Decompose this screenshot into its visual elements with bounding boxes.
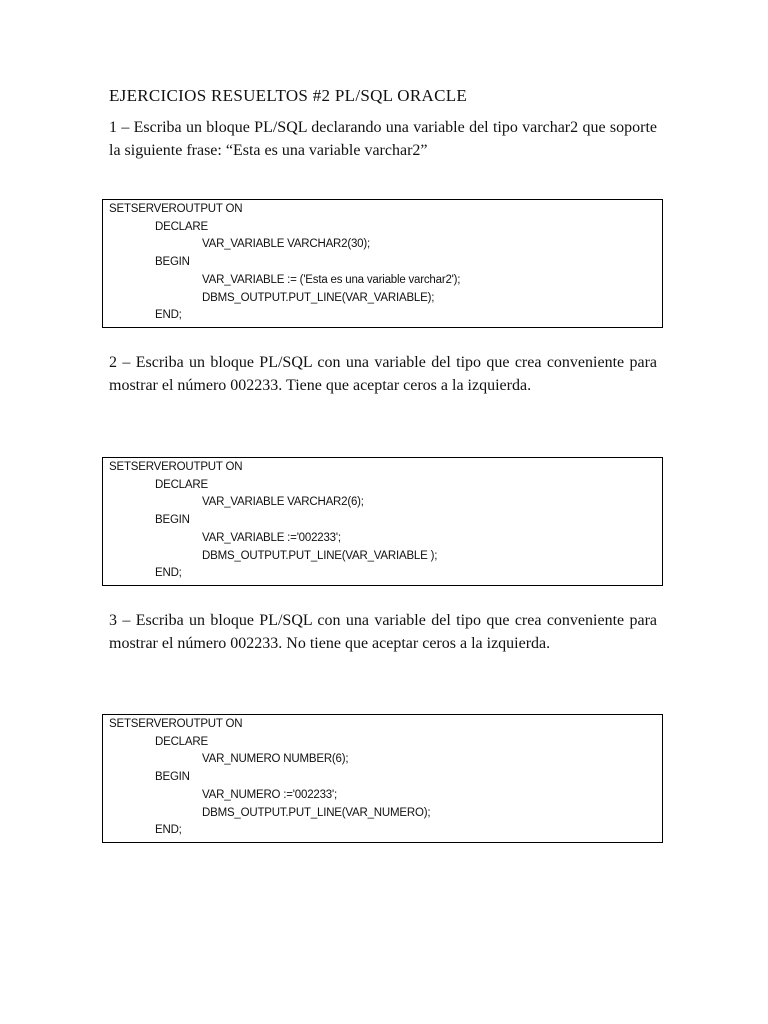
exercise-1-prompt: 1 – Escriba un bloque PL/SQL declarando una variable del tipo varchar2 que soporte la siguiente frase: “Esta es una variable varchar2” bbox=[109, 119, 657, 159]
code-line: DBMS_OUTPUT.PUT_LINE(VAR_NUMERO); bbox=[202, 806, 431, 819]
code-line: END; bbox=[155, 309, 182, 322]
code-line: VAR_NUMERO NUMBER(6); bbox=[202, 753, 349, 766]
exercise-3-prompt: 3 – Escriba un bloque PL/SQL con una variable del tipo que crea conveniente para mostrar el número 002233. No tiene que aceptar ceros a la izquierda. bbox=[109, 612, 657, 652]
code-line: DECLARE bbox=[155, 735, 208, 748]
code-line: END; bbox=[155, 567, 182, 580]
code-line: VAR_VARIABLE :='002233'; bbox=[202, 531, 341, 544]
code-line: VAR_VARIABLE := ('Esta es una variable varchar2'); bbox=[202, 273, 461, 286]
document-title: EJERCICIOS RESUELTOS #2 PL/SQL ORACLE bbox=[109, 86, 468, 105]
code-line: SETSERVEROUTPUT ON bbox=[109, 203, 243, 215]
code-line: SETSERVEROUTPUT ON bbox=[109, 461, 243, 473]
code-line: DECLARE bbox=[155, 478, 208, 491]
code-line: SETSERVEROUTPUT ON bbox=[109, 718, 243, 730]
code-line: BEGIN bbox=[155, 514, 190, 527]
code-line: DBMS_OUTPUT.PUT_LINE(VAR_VARIABLE ); bbox=[202, 549, 438, 562]
exercise-1-code-block bbox=[102, 199, 663, 328]
code-line: END; bbox=[155, 824, 182, 837]
code-line: BEGIN bbox=[155, 256, 190, 269]
code-line: VAR_VARIABLE VARCHAR2(30); bbox=[202, 238, 370, 251]
exercise-2-prompt: 2 – Escriba un bloque PL/SQL con una variable del tipo que crea conveniente para mostrar el número 002233. Tiene que aceptar ceros a la izquierda. bbox=[109, 354, 657, 394]
code-line: VAR_VARIABLE VARCHAR2(6); bbox=[202, 496, 364, 509]
exercise-2-code-block bbox=[102, 457, 663, 586]
code-line: DECLARE bbox=[155, 220, 208, 233]
exercise-3-code-block bbox=[102, 714, 663, 843]
code-line: BEGIN bbox=[155, 771, 190, 784]
code-line: DBMS_OUTPUT.PUT_LINE(VAR_VARIABLE); bbox=[202, 291, 435, 304]
code-line: VAR_NUMERO :='002233'; bbox=[202, 788, 337, 801]
